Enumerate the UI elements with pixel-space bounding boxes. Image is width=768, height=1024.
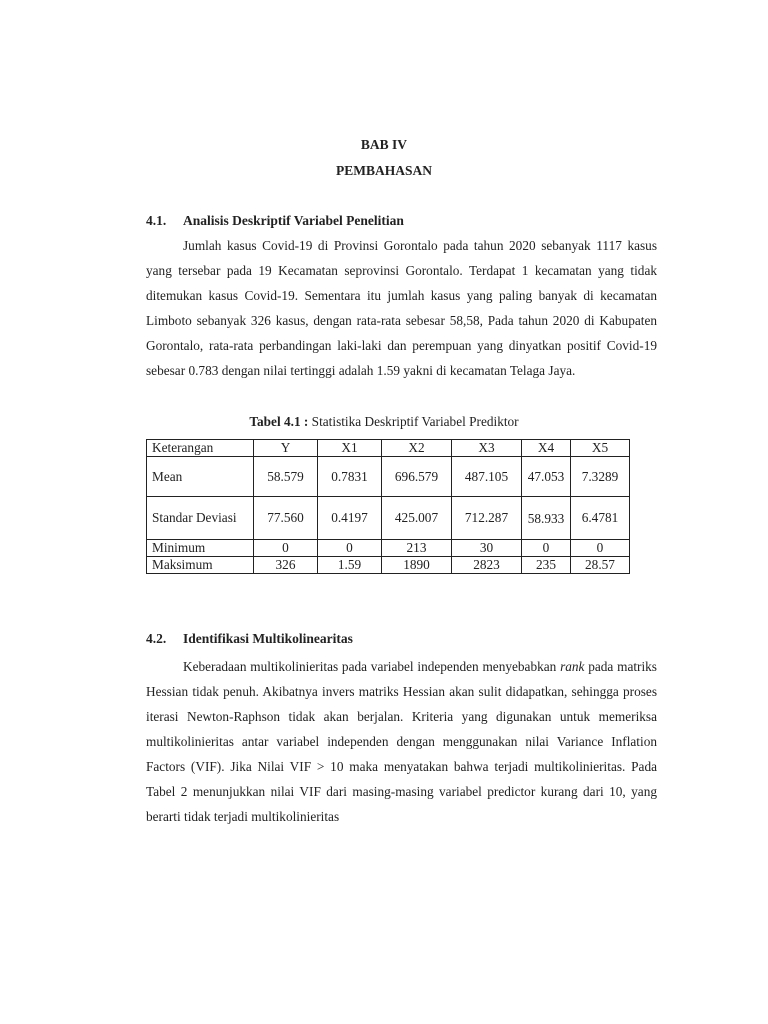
table-cell: 1890	[382, 557, 452, 574]
header-cell: X5	[571, 440, 630, 457]
header-cell: X2	[382, 440, 452, 457]
table-row	[147, 557, 630, 574]
table-cell: 0	[522, 540, 571, 557]
table-cell: 1.59	[318, 557, 382, 574]
header-cell: Keterangan	[147, 440, 254, 457]
table-cell: 6.4781	[571, 497, 630, 540]
table-cell: 0	[571, 540, 630, 557]
table-cell: 235	[522, 557, 571, 574]
header-cell: Y	[254, 440, 318, 457]
table-caption-text: Statistika Deskriptif Variabel Prediktor	[308, 414, 519, 429]
table-cell: 487.105	[452, 457, 522, 497]
table-caption-label: Tabel 4.1 :	[249, 414, 309, 429]
table-caption	[0, 414, 768, 430]
row-label: Minimum	[147, 540, 254, 557]
table-cell: 712.287	[452, 497, 522, 540]
table-cell: 0.4197	[318, 497, 382, 540]
section-1-title: Analisis Deskriptif Variabel Penelitian	[183, 213, 404, 228]
table-cell: 0.7831	[318, 457, 382, 497]
table-cell: 7.3289	[571, 457, 630, 497]
table-cell: 47.053	[522, 457, 571, 497]
table-row	[147, 540, 630, 557]
table-cell: 213	[382, 540, 452, 557]
table-cell: 326	[254, 557, 318, 574]
section-2-paragraph	[146, 654, 657, 829]
descriptive-statistics-table	[146, 439, 630, 574]
table-cell: 696.579	[382, 457, 452, 497]
header-cell: X4	[522, 440, 571, 457]
table-cell: 30	[452, 540, 522, 557]
section-2-title: Identifikasi Multikolinearitas	[183, 631, 353, 646]
section-1-paragraph: Jumlah kasus Covid-19 di Provinsi Gorontalo pada tahun 2020 sebanyak 1117 kasus yang tersebar pada 19 Kecamatan seprovinsi Gorontalo. Terdapat 1 kecamatan yang tidak ditemukan kasus Covid-19. Sementara itu jumlah kasus yang paling banyak di kecamatan Limboto sebanyak 326 kasus, dengan rata-rata sebesar 58,58, Pada tahun 2020 di Kabupaten Gorontalo, rata-rata perbandingan laki-laki dan perempuan yang dinyatkan positif Covid-19 sebesar 0.783 dengan nilai tertinggi adalah 1.59 yakni di kecamatan Telaga Jaya.	[146, 238, 657, 378]
table-cell: 425.007	[382, 497, 452, 540]
table-cell: 0	[254, 540, 318, 557]
table-row	[147, 497, 630, 540]
section-2-text-start: Keberadaan multikolinieritas pada variabel independen menyebabkan	[183, 659, 561, 674]
table-cell: 58.579	[254, 457, 318, 497]
section-2-heading	[146, 631, 353, 647]
table-cell: 2823	[452, 557, 522, 574]
section-2-text-rest: pada matriks Hessian tidak penuh. Akibatnya invers matriks Hessian akan sulit didapatkan, sehingga proses iterasi Newton-Raphson tidak akan berjalan. Kriteria yang digunakan untuk memeriksa multikolinieritas antar variabel independen dengan menggunakan nilai Variance Inflation Factors (VIF). Jika Nilai VIF > 10 maka menyatakan bahwa terjadi multikolinieritas. Pada Tabel 2 menunjukkan nilai VIF dari masing-masing variabel predictor kurang dari 10, yang berarti tidak terjadi multikolinieritas	[146, 659, 657, 824]
table-cell: 0	[318, 540, 382, 557]
section-2-italic-term: rank	[560, 659, 585, 674]
section-2-number: 4.2.	[146, 631, 167, 646]
header-cell: X1	[318, 440, 382, 457]
table-cell: 77.560	[254, 497, 318, 540]
row-label: Standar Deviasi	[147, 497, 254, 540]
section-1-heading	[146, 213, 404, 229]
table-row	[147, 457, 630, 497]
section-1-number: 4.1.	[146, 213, 167, 228]
chapter-title: BAB IV	[360, 137, 408, 152]
table-header-row	[147, 440, 630, 457]
row-label: Maksimum	[147, 557, 254, 574]
chapter-subtitle: PEMBAHASAN	[335, 163, 432, 178]
table-cell: 58.933	[522, 497, 571, 540]
header-cell: X3	[452, 440, 522, 457]
row-label: Mean	[147, 457, 254, 497]
table-cell: 28.57	[571, 557, 630, 574]
